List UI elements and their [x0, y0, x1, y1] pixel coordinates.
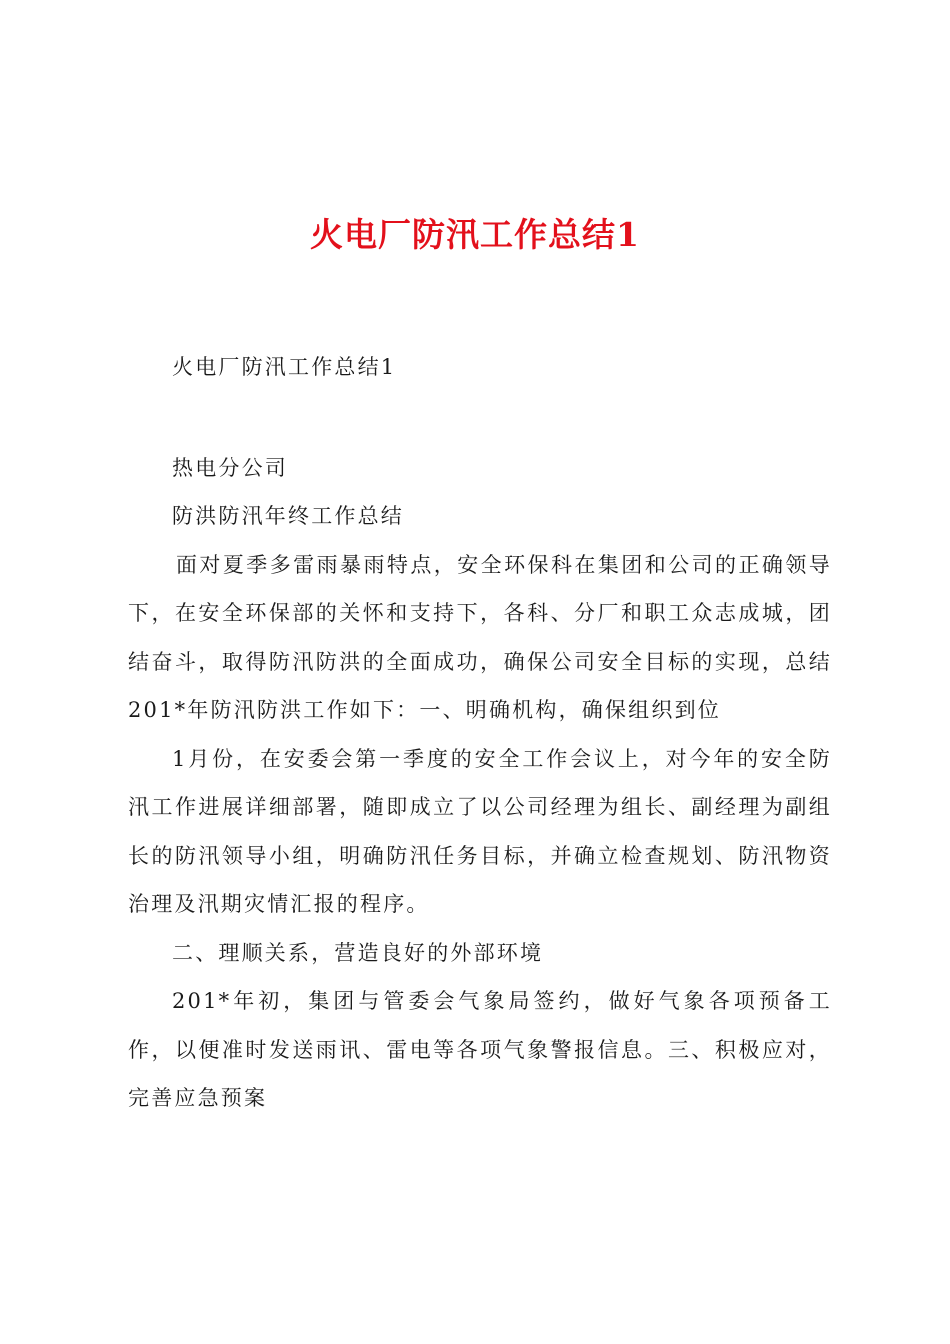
paragraph-4: 201*年初，集团与管委会气象局签约，做好气象各项预备工作，以便准时发送雨讯、雷电等各项气象警报信息。三、积极应对，完善应急预案	[128, 989, 832, 1110]
paragraph-2: 1月份，在安委会第一季度的安全工作会议上，对今年的安全防汛工作进展详细部署，随即成立了以公司经理为组长、副经理为副组长的防汛领导小组，明确防汛任务目标，并确立检查规划、防汛物资治理及汛期灾情汇报的程序。	[128, 746, 832, 916]
company-line: 热电分公司	[172, 455, 288, 480]
paragraph-3: 二、理顺关系，营造良好的外部环境	[172, 940, 544, 965]
subtitle-line: 火电厂防汛工作总结1	[172, 355, 397, 379]
document-body	[128, 343, 832, 1123]
paragraph-1: 面对夏季多雷雨暴雨特点，安全环保科在集团和公司的正确领导下，在安全环保部的关怀和支持下，各科、分厂和职工众志成城，团结奋斗，取得防汛防洪的全面成功，确保公司安全目标的实现，总结201*年防汛防洪工作如下：一、明确机构，确保组织到位	[128, 552, 832, 722]
document-title: 火电厂防汛工作总结1	[310, 215, 640, 254]
report-name-line: 防洪防汛年终工作总结	[172, 504, 404, 528]
